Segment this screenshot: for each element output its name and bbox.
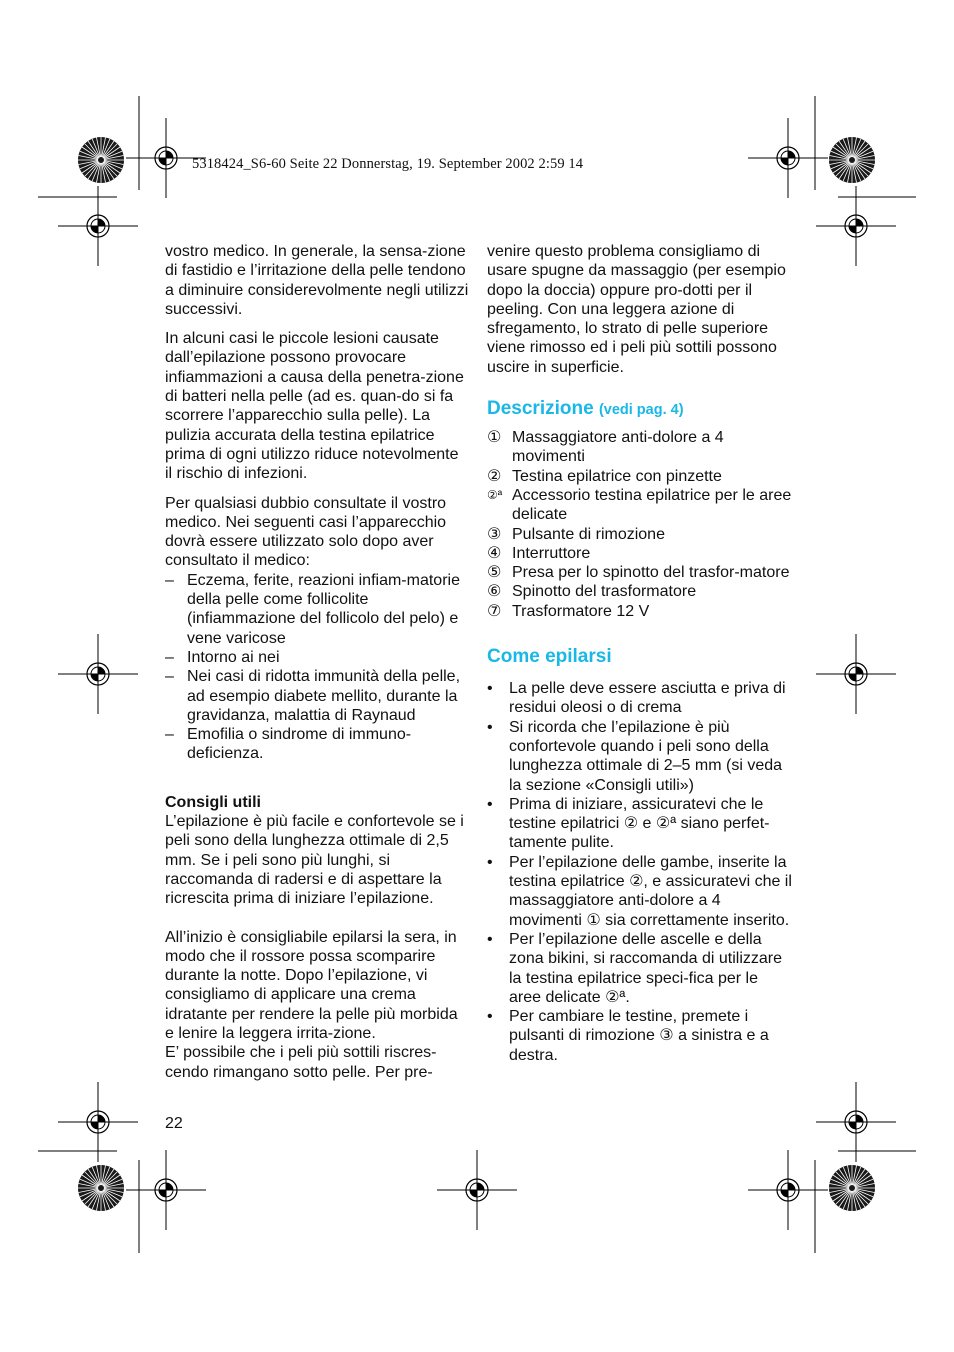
tips-paragraph-length: L’epilazione è più facile e confortevole se i peli sono della lunghezza ottimale di 2,5 mm. Se i peli sono più lunghi, si raccomanda di radersi e di aspettare la ricrescita prima di iniziare l’epilazione. — [165, 813, 464, 908]
print-slug: 5318424_S6-60 Seite 22 Donnerstag, 19. September 2002 2:59 14 — [192, 156, 584, 172]
paragraph-intro: vostro medico. In generale, la sensa-zione di fastidio e l’irritazione della pelle tendono a diminuire considerevolmente negli utilizzi successivi. — [165, 243, 469, 318]
part-number: ③ — [487, 525, 502, 543]
left-column — [165, 242, 470, 1082]
part-number: ① — [487, 429, 502, 447]
part-number: ② — [487, 467, 502, 485]
list-item: ④ Interruttore — [487, 544, 591, 562]
page-reference: (vedi pag. 4) — [598, 402, 684, 419]
list-item: • Per l’epilazione delle ascelle e della zona bikini, si raccomanda di utilizzare la testina epilatrice speci-fica per le aree delicate ②ª. — [487, 930, 783, 1006]
list-item: • Si ricorda che l’epilazione è più confortevole quando i peli sono della lunghezza ottimale di 2–5 mm (si veda la sezione «Consigli utili») — [487, 718, 783, 794]
list-item: ① Massaggiatore anti-dolore a 4 movimenti — [487, 429, 724, 466]
tips-paragraph-ingrown: E’ possibile che i peli più sottili riscres-cendo rimangano sotto pelle. Per pre- — [165, 1044, 437, 1081]
list-item: ② Testina epilatrice con pinzette — [487, 467, 722, 485]
contraindication-list — [165, 571, 470, 764]
part-number: ⑥ — [487, 583, 502, 601]
tips-paragraph-evening: All’inizio è consigliabile epilarsi la sera, in modo che il rossore possa scomparire durante la notte. Dopo l’epilazione, vi consigliamo di applicare una crema idratante per rendere la pelle più morbida e lenire la leggera irrita-zione. — [165, 928, 458, 1042]
part-number: ④ — [487, 544, 502, 562]
page-number: 22 — [165, 1115, 183, 1132]
list-item: – Intorno ai nei — [165, 648, 280, 666]
bullet-marker: • — [487, 795, 493, 813]
list-item: ⑤ Presa per lo spinotto del trasfor-matore — [487, 564, 790, 582]
steps-list — [487, 679, 792, 1065]
tips-heading: Consigli utili — [165, 793, 261, 811]
bullet-marker: • — [487, 930, 493, 948]
dash-marker: – — [165, 668, 174, 686]
right-column — [487, 242, 792, 1065]
description-heading: Descrizione (vedi pag. 4) — [487, 398, 684, 420]
parts-list — [487, 428, 792, 621]
bullet-marker: • — [487, 680, 493, 698]
paragraph-peeling: venire questo problema consigliamo di usare spugne da massaggio (per esempio dopo la doccia) oppure pro-dotti per il peeling. Con una leggera azione di sfregamento, lo strato di pelle superiore viene rimosso ed i peli più sottili possono uscire in superficie. — [487, 243, 786, 376]
list-item: ③ Pulsante di rimozione — [487, 525, 665, 543]
list-item: • La pelle deve essere asciutta e priva di residui oleosi o di crema — [487, 680, 786, 717]
list-item: ②ª Accessorio testina epilatrice per le aree delicate — [487, 486, 792, 524]
dash-marker: – — [165, 648, 174, 666]
list-item: • Per cambiare le testine, premete i pulsanti di rimozione ③ a sinistra e a destra. — [487, 1008, 769, 1064]
part-number: ⑦ — [487, 602, 502, 620]
list-item: • Per l’epilazione delle gambe, inserite la testina epilatrice ②, e assicuratevi che il massaggiatore anti-dolore a 4 movimenti ① sia correttamente inserito. — [487, 853, 792, 929]
dash-marker: – — [165, 571, 174, 589]
paragraph-infections: In alcuni casi le piccole lesioni causate dall’epilazione possono provocare infiammazioni a causa della penetra-zione di batteri nella pelle (ad es. quan-do si fa scorrere l’apparecchio sulla pelle). La pulizia accurata della testina epilatrice prima di ogni utilizzo riduce notevolmente il rischio di infezioni. — [165, 330, 464, 483]
part-number: ②ª — [487, 487, 503, 502]
list-item: • Prima di iniziare, assicuratevi che le testine epilatrici ② e ②ª siano perfet-tamente pulite. — [487, 795, 770, 852]
dash-marker: – — [165, 726, 174, 744]
bullet-marker: • — [487, 718, 493, 736]
bullet-marker: • — [487, 853, 493, 871]
list-item: – Emofilia o sindrome di immuno-deficienza. — [165, 726, 412, 763]
list-item: – Nei casi di ridotta immunità della pelle, ad esempio diabete mellito, durante la gravidanza, malattia di Raynaud — [165, 668, 461, 724]
paragraph-doctor: Per qualsiasi dubbio consultate il vostro medico. Nei seguenti casi l’apparecchio dovrà essere utilizzato solo dopo aver consultato il medico: — [165, 494, 447, 570]
part-number: ⑤ — [487, 564, 502, 582]
bullet-marker: • — [487, 1008, 493, 1026]
how-to-heading: Come epilarsi — [487, 646, 612, 668]
list-item: ⑦ Trasformatore 12 V — [487, 602, 650, 620]
list-item: – Eczema, ferite, reazioni infiam-matorie della pelle come follicolite (infiammazione del follicolo del pelo) e vene varicose — [165, 571, 460, 647]
list-item: ⑥ Spinotto del trasformatore — [487, 583, 697, 601]
